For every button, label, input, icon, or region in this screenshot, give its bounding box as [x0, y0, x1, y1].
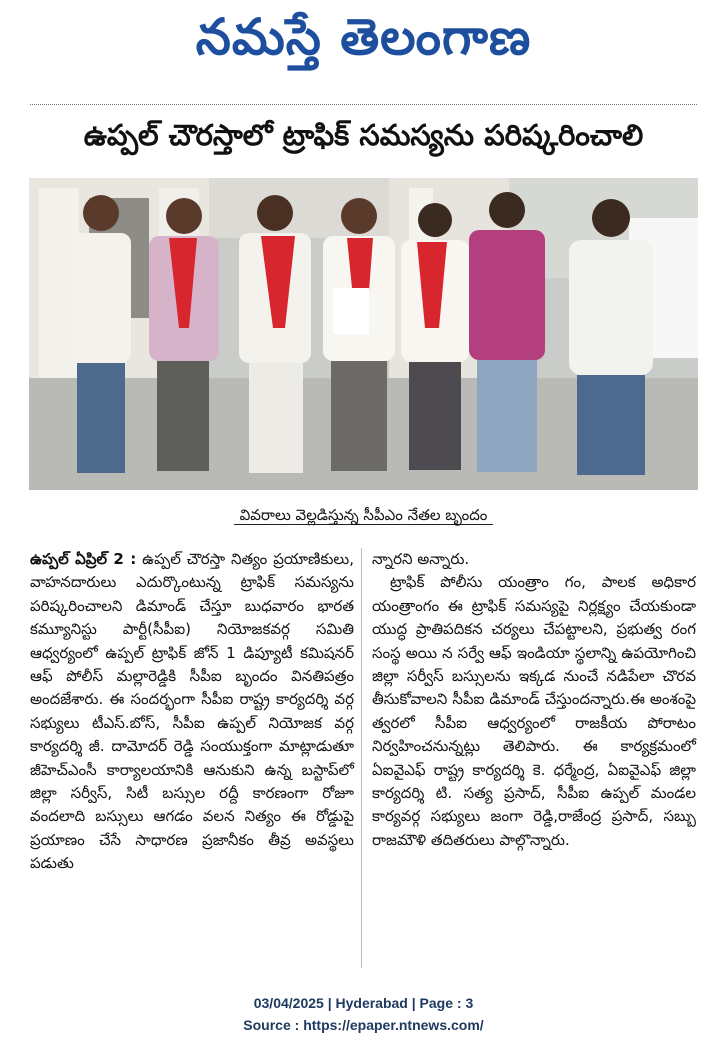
article-body-right: ట్రాఫిక్ పోలీసు యంత్రాం గం, పాలక అధికార యంత్రాంగం ఈ ట్రాఫిక్ సమస్యపై నిర్లక్ష్యం చేయకుండా యుద్ధ ప్రాతిపదికన చర్యలు చేపట్టాలని, ప్రభుత్వ రంగ సంస్థ అయి న సర్వే ఆఫ్ ఇండియా స్థలాన్ని ఉపయోగించి జిల్లా సర్వీస్ బస్సులను ఇక్కడ నుంచే నడిపేలా చొరవ తీసుకోవాలని సీపీఐ డిమాండ్ చేస్తుందన్నారు.ఈ అంశంపై త్వరలో సీపీఐ ఆధ్వర్యంలో రాజకీయ పోరాటం నిర్వహించనున్నట్లు తెలిపారు. ఈ కార్యక్రమంలో ఏఐవైఎఫ్ రాష్ట్ర కార్యదర్శి కె. ధర్మేంద్ర, ఏఐవైఎఫ్ జిల్లా కార్యదర్శి టి. సత్య ప్రసాద్, సీపీఐ ఉప్పల్ మండల కార్యవర్గ సభ్యులు జంగా రెడ్డి,రాజేంద్ర ప్రసాద్, సబ్బు రాజమౌళి తదితరులు పాల్గొన్నారు. — [372, 573, 696, 849]
article-headline: ఉప్పల్ చౌరస్తాలో ట్రాఫిక్ సమస్యను పరిష్కరించాలి — [83, 118, 644, 152]
newspaper-masthead: నమస్తే తెలంగాణ — [195, 7, 532, 66]
group-photo-illustration — [29, 178, 698, 490]
footer-date-page: 03/04/2025 | Hyderabad | Page : 3 — [253, 995, 474, 1011]
photo-caption-text: వివరాలు వెల్లడిస్తున్న సీపీఎం నేతల బృందం — [234, 506, 494, 525]
footer-source: Source : https://epaper.ntnews.com/ — [243, 1017, 484, 1033]
article-body-left: ఉప్పల్ చౌరస్తా నిత్యం ప్రయాణికులు, వాహనదారులు ఎదుర్కొంటున్న ట్రాఫిక్ సమస్యను పరిష్కరించాలని డిమాండ్ చేస్తూ బుధవారం భారత కమ్యూనిస్టు పార్టీ(సీపీఐ) నియోజకవర్గ సమితి ఆధ్వర్యంలో ఉప్పల్ ట్రాఫిక్ జోన్ 1 డిప్యూటీ కమిషనర్ ఆఫ్ పోలీస్ మల్లారెడ్డికి సీపీఐ బృందం వినతిపత్రం అందజేశారు. ఈ సందర్భంగా సీపీఐ రాష్ట్ర కార్యదర్శి వర్గ సభ్యులు టీఎస్.బోస్, సీపీఐ ఉప్పల్ నియోజక వర్గ కార్యదర్శి జీ. దామోదర్ రెడ్డి సంయుక్తంగా మాట్లాడుతూ జీహెచ్ఎంసీ కార్యాలయానికి ఆనుకుని ఉన్న బస్టాప్‌లో జిల్లా సర్వీస్, సిటీ బస్సుల రద్దీ కారణంగా రోజూ వందలాది బస్సులు ఆగడం వలన నిత్యం ఈ రోడ్డుపై ప్రయాణం చేసే సాధారణ ప్రజానీకం తీవ్ర అవస్థలు పడుతు — [30, 550, 354, 873]
clipped-text-strip — [30, 90, 697, 105]
column-divider — [361, 548, 362, 968]
article-dateline: ఉప్పల్ ఏప్రిల్ 2 : — [30, 550, 137, 568]
article-photo — [29, 178, 698, 490]
article-body-right-continuation: న్నారని అన్నారు. — [372, 550, 470, 568]
article-column-right — [372, 548, 696, 852]
photo-caption — [0, 502, 727, 528]
page-footer — [0, 992, 727, 1036]
article-column-left — [30, 548, 354, 876]
